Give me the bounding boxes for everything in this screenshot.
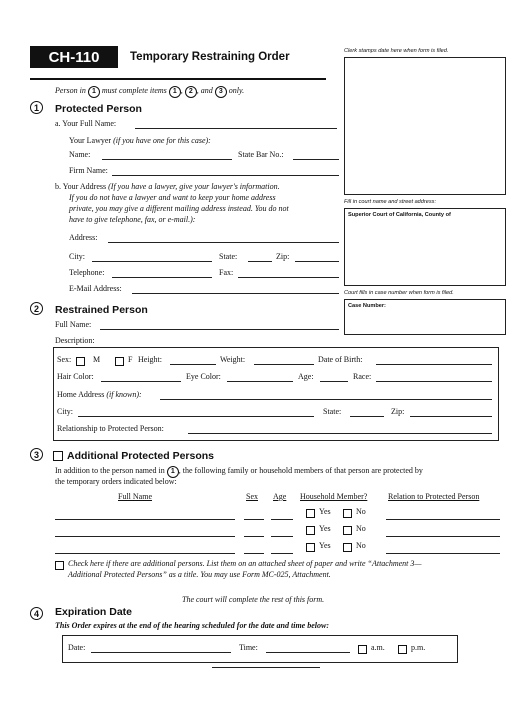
form-code: CH-110 <box>48 48 100 66</box>
race-label: Race: <box>353 372 372 381</box>
additional-relation-field-2[interactable] <box>386 536 500 537</box>
hair-color-field[interactable] <box>101 381 181 382</box>
am-checkbox[interactable] <box>358 645 367 654</box>
relationship-field[interactable] <box>188 433 492 434</box>
section-2-number: 2 <box>30 302 43 315</box>
household-no-checkbox-2[interactable] <box>343 526 352 535</box>
restrained-full-name-field[interactable] <box>100 329 339 330</box>
instructions-line: Person in 1 must complete items 1 , 2 , and 3 only. <box>55 86 244 98</box>
full-name-label: a. Your Full Name: <box>55 119 117 128</box>
section-1-number: 1 <box>30 101 43 114</box>
additional-name-field-2[interactable] <box>55 536 235 537</box>
restrained-city-field[interactable] <box>78 416 314 417</box>
attachment-checkbox[interactable] <box>55 561 64 570</box>
sex-f-label: F <box>128 355 133 364</box>
age-field[interactable] <box>320 381 348 382</box>
sex-f-checkbox[interactable] <box>115 357 124 366</box>
household-no-label-3: No <box>356 541 366 550</box>
restrained-state-label: State: <box>323 407 342 416</box>
household-no-checkbox-3[interactable] <box>343 543 352 552</box>
lawyer-name-field[interactable] <box>102 159 232 160</box>
section-3-intro-line-2: the temporary orders indicated below: <box>55 477 177 486</box>
dob-label: Date of Birth: <box>318 355 363 364</box>
fax-field[interactable] <box>238 277 339 278</box>
pm-checkbox[interactable] <box>398 645 407 654</box>
form-title: Temporary Restraining Order <box>130 51 290 63</box>
household-yes-label-1: Yes <box>319 507 331 516</box>
clerk-stamp-note: Clerk stamps date here when form is filed. <box>344 48 449 54</box>
sex-m-checkbox[interactable] <box>76 357 85 366</box>
section-4-title: Expiration Date <box>55 606 133 618</box>
address-note-line-2: If you do not have a lawyer and want to keep your home address <box>69 193 276 202</box>
zip-field[interactable] <box>295 261 339 262</box>
full-name-field[interactable] <box>135 128 337 129</box>
additional-relation-field-3[interactable] <box>386 553 500 554</box>
household-no-label-1: No <box>356 507 366 516</box>
section-1-title: Protected Person <box>55 103 142 115</box>
pm-label: p.m. <box>411 643 426 652</box>
additional-sex-field-3[interactable] <box>244 553 264 554</box>
race-field[interactable] <box>376 381 492 382</box>
telephone-field[interactable] <box>112 277 212 278</box>
attachment-note-line-1: Check here if there are additional persons. List them on an attached sheet of paper and write “Attachment 3— <box>68 559 422 568</box>
city-field[interactable] <box>92 261 212 262</box>
household-yes-checkbox-3[interactable] <box>306 543 315 552</box>
email-label: E-Mail Address: <box>69 284 122 293</box>
firm-name-field[interactable] <box>112 175 339 176</box>
additional-name-field-1[interactable] <box>55 519 235 520</box>
household-yes-checkbox-1[interactable] <box>306 509 315 518</box>
section-3-number: 3 <box>30 448 43 461</box>
description-label: Description: <box>55 336 95 345</box>
address-note-line-4: have to give telephone, fax, or e-mail.): <box>69 215 196 224</box>
restrained-zip-label: Zip: <box>391 407 405 416</box>
home-address-label: Home Address (if known): <box>57 390 142 399</box>
court-name-label: Superior Court of California, County of <box>348 212 451 218</box>
additional-persons-checkbox[interactable] <box>53 451 63 461</box>
lawyer-name-label: Name: <box>69 150 91 159</box>
restrained-city-label: City: <box>57 407 74 416</box>
age-label: Age: <box>298 372 314 381</box>
height-label: Height: <box>138 355 162 364</box>
bar-number-field[interactable] <box>293 159 339 160</box>
restrained-full-name-label: Full Name: <box>55 320 92 329</box>
court-complete-note: The court will complete the rest of this form. <box>182 595 325 604</box>
email-field[interactable] <box>132 293 339 294</box>
expiration-date-field[interactable] <box>91 652 231 653</box>
section-2-title: Restrained Person <box>55 304 148 316</box>
firm-name-label: Firm Name: <box>69 166 108 175</box>
zip-label: Zip: <box>276 252 290 261</box>
city-label: City: <box>69 252 86 261</box>
address-field[interactable] <box>108 242 339 243</box>
restrained-state-field[interactable] <box>350 416 384 417</box>
expiration-date-label: Date: <box>68 643 86 652</box>
household-no-label-2: No <box>356 524 366 533</box>
sex-m-label: M <box>93 355 101 364</box>
section-4-number: 4 <box>30 607 43 620</box>
additional-sex-field-1[interactable] <box>244 519 264 520</box>
height-field[interactable] <box>170 364 216 365</box>
additional-age-field-3[interactable] <box>271 553 293 554</box>
bar-number-label: State Bar No.: <box>238 150 284 159</box>
court-address-box[interactable] <box>344 208 506 286</box>
col-age: Age <box>273 492 287 501</box>
state-field[interactable] <box>248 261 272 262</box>
col-household-member: Household Member? <box>300 492 368 501</box>
additional-age-field-1[interactable] <box>271 519 293 520</box>
hair-color-label: Hair Color: <box>57 372 94 381</box>
additional-name-field-3[interactable] <box>55 553 235 554</box>
dob-field[interactable] <box>376 364 492 365</box>
additional-age-field-2[interactable] <box>271 536 293 537</box>
lawyer-heading: Your Lawyer (if you have one for this case): <box>69 136 211 145</box>
weight-field[interactable] <box>254 364 314 365</box>
clerk-stamp-box <box>344 57 506 195</box>
case-number-box[interactable] <box>344 299 506 335</box>
household-yes-label-3: Yes <box>319 541 331 550</box>
am-label: a.m. <box>371 643 385 652</box>
eye-color-field[interactable] <box>227 381 293 382</box>
home-address-field[interactable] <box>160 399 492 400</box>
expiration-time-label: Time: <box>239 643 258 652</box>
restrained-zip-field[interactable] <box>410 416 492 417</box>
case-number-label: Case Number: <box>348 303 386 309</box>
telephone-label: Telephone: <box>69 268 105 277</box>
col-sex: Sex <box>246 492 258 501</box>
weight-label: Weight: <box>220 355 246 364</box>
expiration-time-field[interactable] <box>266 652 350 653</box>
address-note-line-3: private, you may give a different mailing address instead. You do not <box>69 204 289 213</box>
relationship-label: Relationship to Protected Person: <box>57 424 164 433</box>
address-label: Address: <box>69 233 98 242</box>
fax-label: Fax: <box>219 268 234 277</box>
additional-sex-field-2[interactable] <box>244 536 264 537</box>
household-yes-label-2: Yes <box>319 524 331 533</box>
state-label: State: <box>219 252 238 261</box>
household-no-checkbox-1[interactable] <box>343 509 352 518</box>
sex-label: Sex: <box>57 355 72 364</box>
expiration-subtitle: This Order expires at the end of the hearing scheduled for the date and time below: <box>55 621 329 630</box>
bottom-rule <box>212 667 320 668</box>
section-3-intro-line-1: In addition to the person named in 1 , the following family or household members of that person are protected by <box>55 466 423 478</box>
household-yes-checkbox-2[interactable] <box>306 526 315 535</box>
additional-relation-field-1[interactable] <box>386 519 500 520</box>
address-heading: b. Your Address (If you have a lawyer, give your lawyer's information. <box>55 182 280 191</box>
court-address-note: Fill in court name and street address: <box>344 199 437 205</box>
section-3-title: Additional Protected Persons <box>67 450 215 462</box>
form-code-badge <box>30 46 118 68</box>
col-relation: Relation to Protected Person <box>388 492 480 501</box>
case-number-note: Court fills in case number when form is filed. <box>344 290 454 296</box>
title-rule <box>30 78 326 80</box>
attachment-note-line-2: Additional Protected Persons” as a title. You may use Form MC-025, Attachment. <box>68 570 331 579</box>
eye-color-label: Eye Color: <box>186 372 221 381</box>
col-full-name: Full Name <box>118 492 152 501</box>
